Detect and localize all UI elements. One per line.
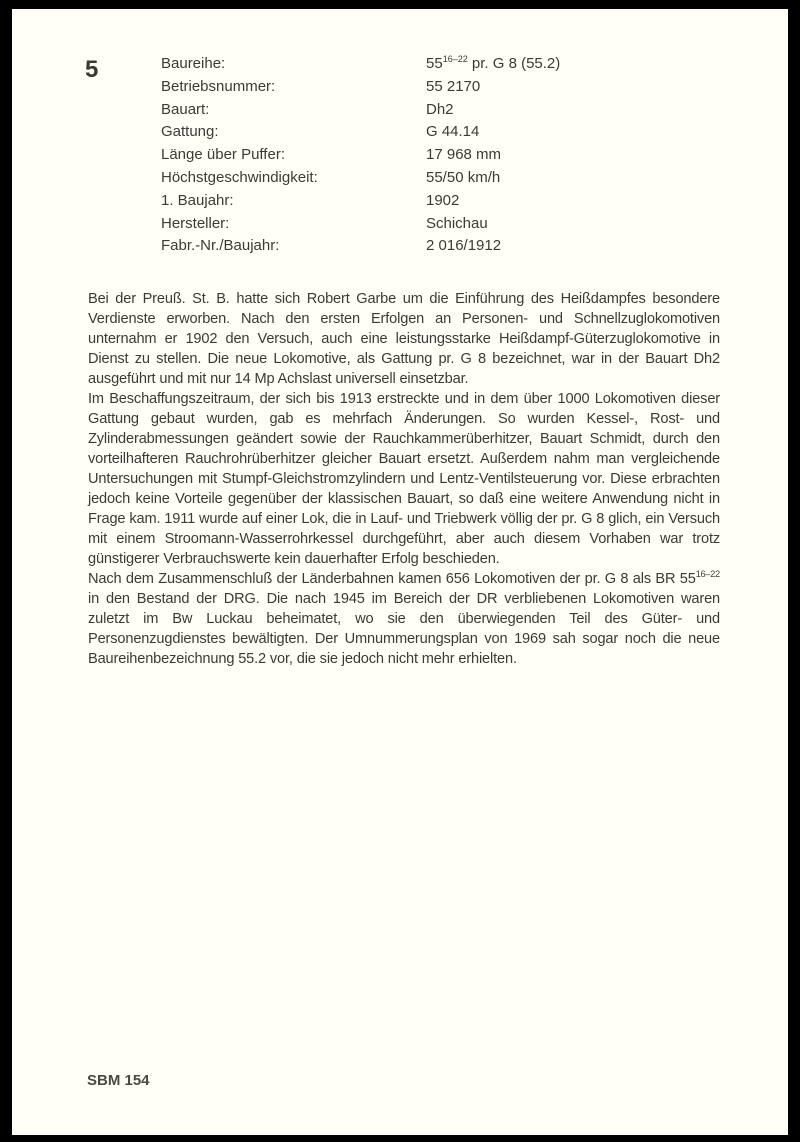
spec-value: 55/50 km/h [426, 168, 501, 186]
spec-row [161, 168, 721, 191]
spec-value: 55 2170 [426, 77, 481, 95]
text-part: in den Bestand der DRG. Die nach 1945 im Bereich der DR verbliebenen Lokomotiven waren zuletzt im Bw Luckau beheimatet, wo sie den überwiegenden Teil des Güter- und Personenzugdienstes bewältigten. Der Umnummerungsplan von 1969 sah sogar noch die neue Baureihenbezeichnung 55.2 vor, die sie jedoch nicht mehr erhielten. [88, 591, 720, 667]
card-number: 5 [85, 56, 99, 83]
text-superscript: 16–22 [695, 569, 720, 579]
spec-row [161, 77, 721, 100]
spec-label: Gattung: [161, 123, 219, 141]
paragraph [88, 569, 720, 669]
spec-value: 2 016/1912 [426, 237, 502, 255]
spec-label: 1. Baujahr: [161, 191, 234, 209]
spec-value: 17 968 mm [426, 146, 502, 164]
spec-label: Baureihe: [161, 55, 226, 72]
spec-row [161, 122, 721, 145]
spec-table [161, 54, 721, 259]
spec-label: Betriebsnummer: [161, 77, 276, 95]
spec-value: 1902 [426, 191, 460, 209]
spec-value [426, 54, 721, 77]
spec-value: G 44.14 [426, 123, 480, 141]
card [12, 9, 788, 1135]
spec-value: Dh2 [426, 100, 454, 118]
spec-value: Schichau [426, 214, 488, 232]
text-part: Nach dem Zusammenschluß der Länderbahnen kamen 656 Lokomotiven der pr. G 8 als BR 55 [88, 571, 696, 587]
value-part: 55 [426, 55, 443, 72]
description-text [88, 289, 720, 669]
spec-label: Bauart: [161, 100, 210, 118]
footer-code: SBM 154 [87, 1072, 150, 1089]
paragraph: Im Beschaffungszeitraum, der sich bis 1913 erstreckte und in dem über 1000 Lokomotiven dieser Gattung gebaut wurden, gab es mehrfach Änderungen. So wurden Kessel-, Rost- und Zylinderabmessungen geändert sowie der Rauchkammerüberhitzer, Bauart Schmidt, durch den vorteilhafteren Rauchrohrüberhitzer gleicher Bauart ersetzt. Außerdem nahm man vergleichende Untersuchungen mit Stumpf-Gleichstromzylindern und Lentz-Ventilsteuerung vor. Diese erbrachten jedoch keine Vorteile gegenüber der klassischen Bauart, so daß eine weitere Anwendung nicht in Frage kam. 1911 wurde auf einer Lok, die in Lauf- und Triebwerk völlig der pr. G 8 glich, ein Versuch mit einem Stroomann-Wasserrohrkessel durchgeführt, aber auch diesem Vorhaben war trotz günstigerer Verbrauchswerte kein dauerhafter Erfolg beschieden. [88, 391, 720, 567]
spec-row [161, 214, 721, 237]
spec-row [161, 191, 721, 214]
value-superscript: 16–22 [442, 54, 468, 64]
spec-row [161, 100, 721, 123]
spec-row [161, 236, 721, 259]
paragraph: Bei der Preuß. St. B. hatte sich Robert Garbe um die Einführung des Heißdampfes besondere Verdienste erworben. Nach den ersten Erfolgen an Personen- und Schnellzuglokomotiven unternahm er 1902 den Versuch, auch eine leistungsstarke Heißdampf-Güterzuglokomotive in Dienst zu stellen. Die neue Lokomotive, als Gattung pr. G 8 bezeichnet, war in der Bauart Dh2 ausgeführt und mit nur 14 Mp Achslast universell einsetzbar. [88, 291, 720, 387]
value-part: pr. G 8 (55.2) [467, 55, 561, 72]
spec-label: Hersteller: [161, 214, 230, 232]
spec-row [161, 54, 721, 77]
spec-label: Fabr.-Nr./Baujahr: [161, 237, 280, 255]
spec-row [161, 145, 721, 168]
spec-label: Länge über Puffer: [161, 146, 285, 164]
spec-label: Höchstgeschwindigkeit: [161, 168, 318, 186]
